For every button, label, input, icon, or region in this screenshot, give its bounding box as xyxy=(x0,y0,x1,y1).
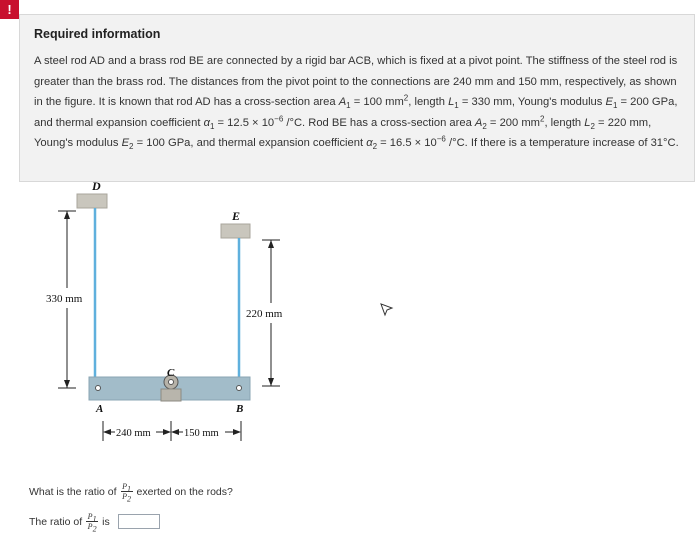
sub-e1: 1 xyxy=(612,101,618,111)
question-line xyxy=(29,482,233,504)
sup-sq-2: 2 xyxy=(540,113,545,123)
dim-left-arrow-down xyxy=(64,380,70,388)
num-sub: 1 xyxy=(126,484,131,494)
rod-diagram xyxy=(40,178,300,448)
answer-line xyxy=(29,512,160,534)
den-symbol: P xyxy=(122,492,127,501)
symbol-l2: L xyxy=(584,116,591,129)
answer-denominator xyxy=(87,522,97,534)
dim-left-arrow-up xyxy=(64,211,70,219)
joint-a xyxy=(96,386,101,391)
text-length1: , length xyxy=(408,96,449,108)
sub-l1: 1 xyxy=(454,101,459,111)
symbol-e2: E xyxy=(121,137,130,149)
label-a: A xyxy=(96,403,104,415)
sub-l2: 2 xyxy=(590,121,595,131)
text-rod-be: /°C. Rod BE has a cross-section area xyxy=(283,116,475,129)
answer-num-sub: 1 xyxy=(92,514,97,524)
dim-label-220: 220 mm xyxy=(246,308,283,320)
symbol-l1: L xyxy=(448,96,455,108)
answer-num-symbol: P xyxy=(87,512,93,521)
dim-label-150: 150 mm xyxy=(184,428,219,439)
label-b: B xyxy=(236,403,244,415)
den-sub: 2 xyxy=(126,494,131,504)
ratio-fraction xyxy=(121,482,133,504)
symbol-a2: A xyxy=(474,116,483,129)
value-a1: = 100 mm xyxy=(350,96,404,108)
support-e xyxy=(221,224,250,238)
dim-right-arrow-down xyxy=(268,378,274,386)
symbol-alpha2: α xyxy=(366,137,373,149)
answer-lead: The ratio of xyxy=(29,515,83,528)
panel-title: Required information xyxy=(34,27,161,41)
text-length2: , length xyxy=(544,116,585,129)
symbol-e1: E xyxy=(605,96,613,108)
value-alpha1: = 12.5 × 10 xyxy=(214,116,275,129)
answer-numerator xyxy=(87,512,97,524)
question-lead: What is the ratio of xyxy=(29,485,117,498)
text-temperature: /°C. If there is a temperature increase of 31°C. xyxy=(445,137,679,149)
dim-label-330: 330 mm xyxy=(46,293,83,305)
symbol-alpha1: α xyxy=(203,116,210,129)
dim-label-240: 240 mm xyxy=(116,428,151,439)
answer-is-label: is xyxy=(102,515,110,528)
dim-240-arrow-left xyxy=(103,429,111,435)
value-e2: = 100 GPa, and thermal expansion coefficient xyxy=(133,137,367,149)
joint-b xyxy=(237,386,242,391)
sub-a2: 2 xyxy=(482,121,487,131)
label-d: D xyxy=(92,179,101,193)
value-alpha2: = 16.5 × 10 xyxy=(377,137,437,149)
sub-alpha1: 1 xyxy=(209,121,215,131)
problem-statement xyxy=(34,51,682,154)
answer-den-symbol: P xyxy=(87,522,93,531)
value-l1: = 330 mm, Young's modulus xyxy=(458,96,606,108)
sub-a1: 1 xyxy=(346,101,351,111)
label-c: C xyxy=(167,367,175,379)
mouse-cursor-icon xyxy=(380,303,394,317)
sub-alpha2: 2 xyxy=(372,142,378,152)
intro-text: A steel rod AD and a brass rod BE are connected by a rigid bar ACB, which is fixed at a pivot point. The stiffness of the steel rod is greater than the brass rod. The distances from the pivot point to the connections are 240 mm and 150 mm, respectively, as shown in the figure. It is known that rod AD has a cross-section area xyxy=(34,55,678,108)
alert-badge: ! xyxy=(0,0,19,19)
dim-right-arrow-up xyxy=(268,240,274,248)
sup-sq-1: 2 xyxy=(403,93,409,103)
sup-exp-1: −6 xyxy=(274,113,284,123)
pivot-pin-icon xyxy=(169,380,174,385)
value-a2: = 200 mm xyxy=(486,116,540,129)
dim-150-arrow-left xyxy=(171,429,179,435)
ratio-answer-input[interactable] xyxy=(118,514,160,529)
sup-exp-2: −6 xyxy=(436,134,446,144)
sub-e2: 2 xyxy=(129,142,134,152)
pivot-base xyxy=(161,389,181,401)
required-information-panel xyxy=(19,14,695,182)
support-d xyxy=(77,194,107,208)
value-e1: = 200 GPa, and thermal expansion coefficient xyxy=(34,96,678,129)
fraction-denominator xyxy=(122,492,131,504)
answer-den-sub: 2 xyxy=(92,524,97,534)
symbol-a1: A xyxy=(338,96,347,108)
answer-ratio-fraction xyxy=(86,512,98,534)
question-tail: exerted on the rods? xyxy=(136,485,233,498)
value-l2: = 220 mm, Young's modulus xyxy=(34,116,652,149)
num-symbol: P xyxy=(122,482,127,491)
label-e: E xyxy=(232,209,241,223)
dim-150-arrow-right xyxy=(233,429,241,435)
dim-240-arrow-right xyxy=(163,429,171,435)
fraction-numerator xyxy=(122,482,131,494)
